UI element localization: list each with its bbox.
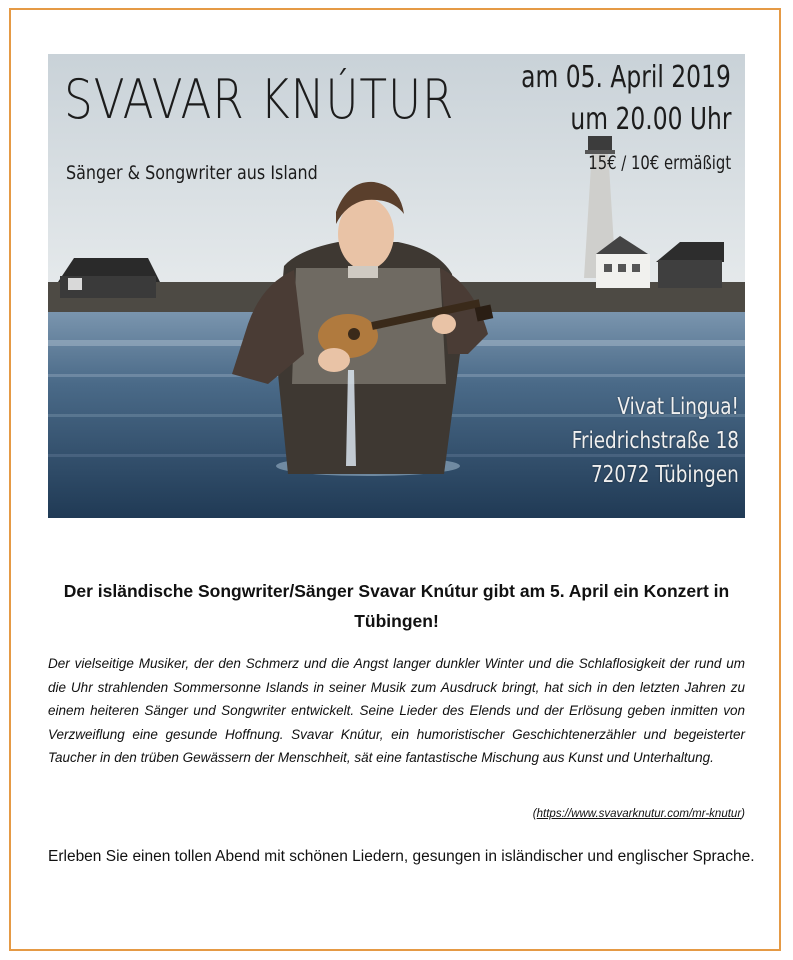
poster-time: um 20.00 Uhr <box>569 102 731 137</box>
poster-venue-name: Vivat Lingua! <box>617 394 739 420</box>
poster-venue-city: 72072 Tübingen <box>591 462 739 488</box>
source-link[interactable]: https://www.svavarknutur.com/mr-knutur <box>536 808 742 820</box>
concert-poster <box>48 54 745 518</box>
source-close-paren: ) <box>741 808 745 820</box>
poster-title: SVAVAR KNÚTUR <box>64 68 455 131</box>
poster-date: am 05. April 2019 <box>521 60 731 95</box>
closing-paragraph: Erleben Sie einen tollen Abend mit schönen Liedern, gesungen in isländischer und englischer Sprache. <box>48 848 755 865</box>
poster-venue-street: Friedrichstraße 18 <box>571 428 739 454</box>
left-house <box>58 258 160 298</box>
source-open-paren: ( <box>532 808 537 820</box>
source-citation <box>533 808 745 820</box>
article-headline: Der isländische Songwriter/Sänger Svavar Knútur gibt am 5. April ein Konzert in Tübingen! <box>63 581 730 631</box>
poster-price: 15€ / 10€ ermäßigt <box>588 152 731 174</box>
poster-subtitle: Sänger & Songwriter aus Island <box>66 162 318 184</box>
article-body: Der vielseitige Musiker, der den Schmerz und die Angst langer dunkler Winter und die Schlaflosigkeit der rund um die Uhr strahlenden Sommersonne Islands in seiner Musik zum Ausdruck bringt, hat sich in den letzten Jahren zu einem heiteren Sänger und Songwriter entwickelt. Seine Lieder des Elends und der Erlösung geben inmitten von Verzweiflung eine gesunde Hoffnung. Svavar Knútur, ein humoristischer Geschichtenerzähler und begeisterter Taucher in den trüben Gewässern der Menschheit, sät eine fantastische Mischung aus Kunst und Unterhaltung. <box>48 656 745 765</box>
